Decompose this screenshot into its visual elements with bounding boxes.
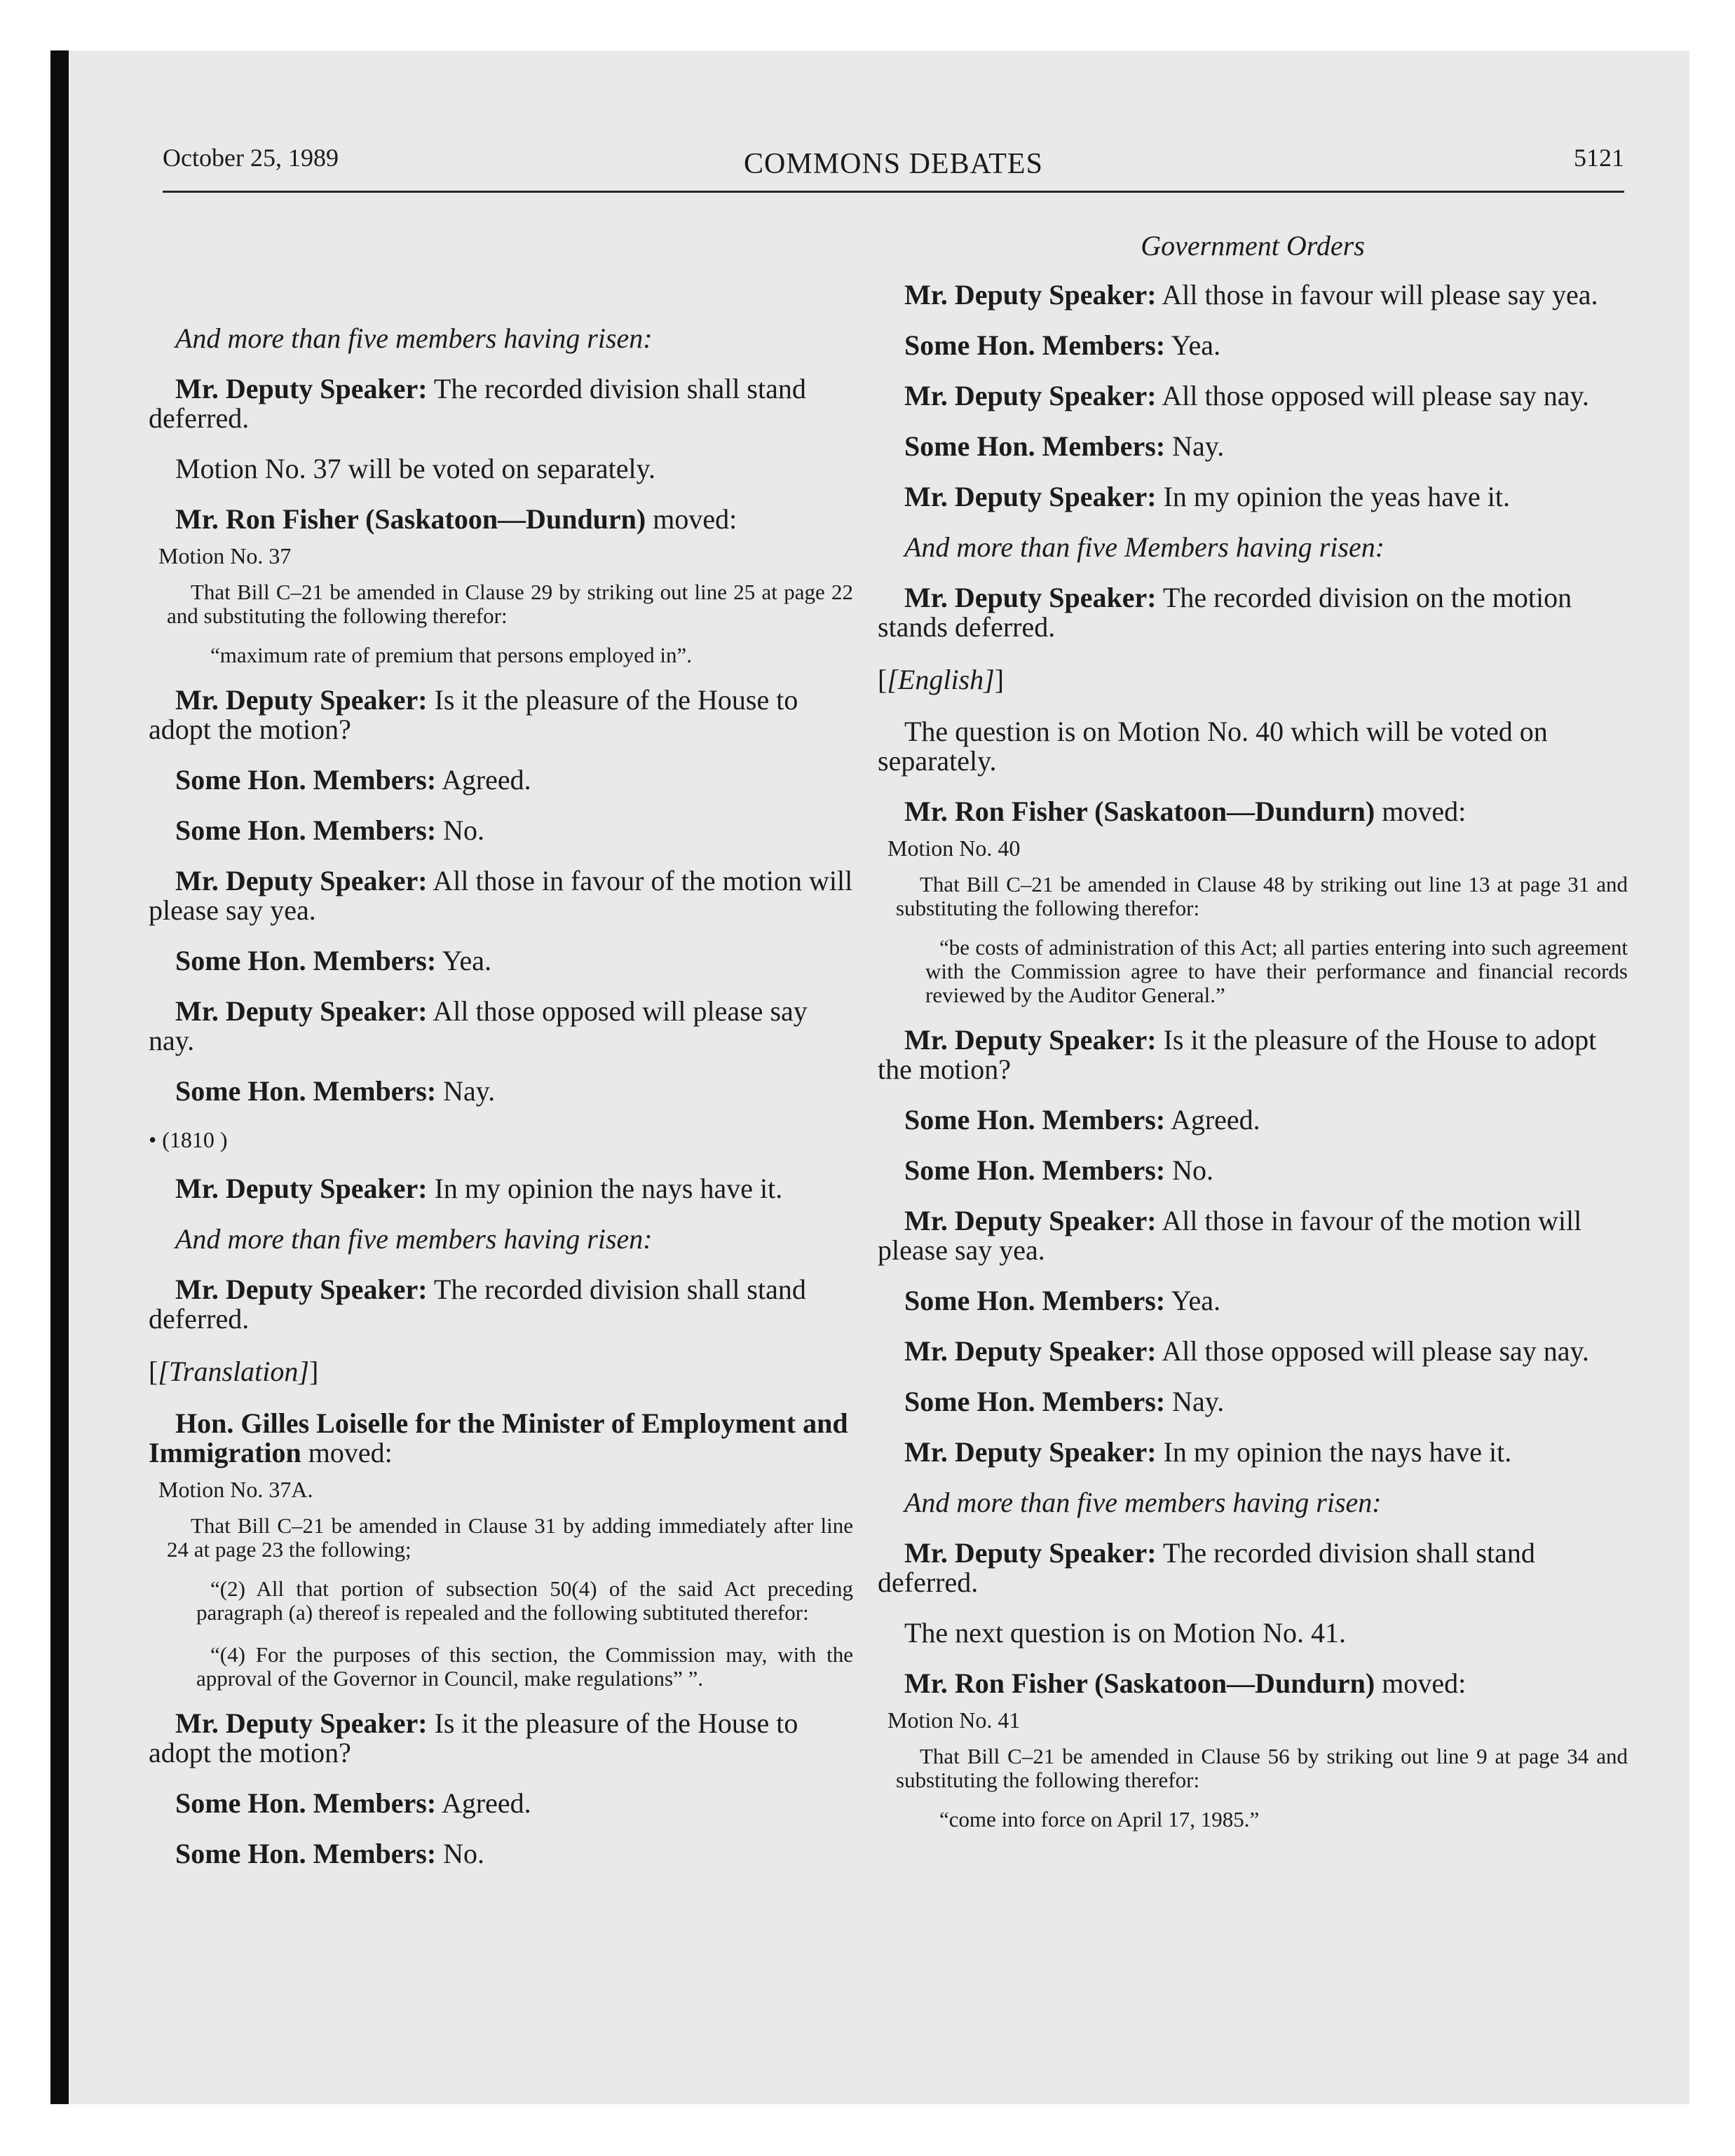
paragraph: The question is on Motion No. 40 which will be voted on separately.	[878, 716, 1548, 777]
speech-paragraph	[878, 331, 1628, 360]
speaker-name: Mr. Deputy Speaker:	[904, 582, 1157, 613]
speaker-name: Mr. Deputy Speaker:	[904, 380, 1157, 411]
left-column	[149, 226, 853, 1890]
speech-text: All those in favour of the motion will please say yea.	[878, 1205, 1582, 1266]
motion-text: That Bill C–21 be amended in Clause 48 by striking out line 13 at page 31 and substituting the following therefor:	[896, 872, 1628, 920]
motion-text: That Bill C–21 be amended in Clause 56 by striking out line 9 at page 34 and substituting the following therefor:	[896, 1744, 1628, 1792]
speech-paragraph	[149, 1789, 853, 1818]
speech-text: Nay.	[1165, 1386, 1225, 1417]
speaker-name: Some Hon. Members:	[175, 1838, 437, 1869]
speech-text: Agreed.	[436, 1787, 531, 1819]
speaker-name: Mr. Ron Fisher (Saskatoon—Dundurn)	[904, 1667, 1375, 1699]
speech-text: Agreed.	[1165, 1104, 1260, 1135]
motion-label: Motion No. 40	[887, 835, 1021, 861]
header-date: October 25, 1989	[163, 144, 339, 172]
speaker-name: Mr. Deputy Speaker:	[175, 865, 428, 896]
speaker-name: Hon. Gilles Loiselle for the Minister of Employment and Immigration	[149, 1407, 848, 1468]
scanned-page	[50, 50, 1689, 2104]
motion-label: Motion No. 37	[158, 543, 292, 568]
page-number: 5121	[1574, 144, 1624, 172]
speech-text: No.	[436, 814, 485, 846]
paragraph: Motion No. 37 will be voted on separately.	[175, 453, 656, 484]
speaker-name: Some Hon. Members:	[175, 814, 437, 846]
motion-text: That Bill C–21 be amended in Clause 31 by adding immediately after line 24 at page 23 the following;	[167, 1513, 853, 1562]
language-tag-text: [Translation]	[158, 1356, 309, 1387]
speech-text: All those opposed will please say nay.	[1156, 380, 1589, 411]
speech-paragraph	[149, 946, 853, 976]
speech-text: Agreed.	[436, 764, 531, 796]
speaker-name: Some Hon. Members:	[175, 764, 437, 796]
speech-paragraph	[878, 1669, 1628, 1698]
speech-paragraph	[878, 1156, 1628, 1185]
speech-text: Is it the pleasure of the House to adopt the motion?	[878, 1024, 1597, 1085]
motion-quote: “(4) For the purposes of this section, the Commission may, with the approval of the Governor in Council, make regulations” ”.	[196, 1642, 853, 1691]
speaker-name: Mr. Ron Fisher (Saskatoon—Dundurn)	[175, 503, 646, 535]
language-tag-text: [English]	[887, 664, 995, 695]
speech-text: Yea.	[1165, 1285, 1221, 1316]
speaker-name: Mr. Deputy Speaker:	[175, 684, 428, 716]
speech-paragraph	[149, 866, 853, 925]
speech-paragraph	[878, 381, 1628, 411]
speech-paragraph	[149, 1275, 853, 1334]
speech-paragraph	[878, 1538, 1628, 1597]
speech-text: No.	[436, 1838, 485, 1869]
speaker-name: Some Hon. Members:	[904, 1285, 1166, 1316]
speech-paragraph	[149, 765, 853, 795]
stage-direction: And more than five members having risen:	[904, 1487, 1382, 1518]
motion-text: That Bill C–21 be amended in Clause 29 by striking out line 25 at page 22 and substituting the following therefor:	[167, 580, 853, 628]
speaker-name: Mr. Deputy Speaker:	[175, 1274, 428, 1305]
speech-paragraph	[878, 1438, 1628, 1467]
speech-paragraph	[149, 1709, 853, 1768]
speech-paragraph	[149, 505, 853, 534]
speech-text: moved:	[646, 503, 737, 535]
speech-paragraph	[878, 797, 1628, 826]
speech-paragraph	[149, 374, 853, 433]
speaker-name: Some Hon. Members:	[904, 1386, 1166, 1417]
speech-paragraph	[878, 583, 1628, 642]
speech-text: Nay.	[436, 1075, 496, 1107]
speaker-name: Mr. Deputy Speaker:	[904, 1335, 1157, 1367]
speaker-name: Mr. Ron Fisher (Saskatoon—Dundurn)	[904, 796, 1375, 827]
paragraph: The next question is on Motion No. 41.	[904, 1617, 1346, 1649]
header-title: COMMONS DEBATES	[744, 148, 1043, 180]
speech-paragraph	[878, 432, 1628, 461]
speech-text: Nay.	[1165, 430, 1225, 462]
motion-quote: “be costs of administration of this Act; all parties entering into such agreement with the Commission agree to have their performance and financial records reviewed by the Auditor General.”	[925, 935, 1628, 1007]
speech-text: Yea.	[436, 945, 492, 976]
motion-label: Motion No. 37A.	[158, 1477, 313, 1502]
speaker-name: Mr. Deputy Speaker:	[904, 279, 1157, 311]
stage-direction: And more than five members having risen:	[175, 1223, 653, 1255]
motion-quote: “(2) All that portion of subsection 50(4) of the said Act preceding paragraph (a) thereof is repealed and the following subtituted therefor:	[196, 1576, 853, 1625]
speech-text: All those opposed will please say nay.	[1156, 1335, 1589, 1367]
speaker-name: Mr. Deputy Speaker:	[175, 1173, 428, 1204]
speech-text: In my opinion the nays have it.	[427, 1173, 783, 1204]
speech-text: The recorded division shall stand deferred.	[878, 1537, 1535, 1598]
page-header	[163, 142, 1624, 193]
speech-text: In my opinion the nays have it.	[1156, 1436, 1512, 1468]
speaker-name: Mr. Deputy Speaker:	[175, 995, 428, 1027]
motion-quote: “maximum rate of premium that persons employed in”.	[210, 643, 692, 667]
speech-paragraph	[149, 1409, 853, 1468]
speech-paragraph	[878, 1206, 1628, 1265]
speech-text: All those opposed will please say nay.	[149, 995, 808, 1056]
speech-paragraph	[149, 1839, 853, 1869]
speaker-name: Mr. Deputy Speaker:	[904, 1436, 1157, 1468]
speaker-name: Mr. Deputy Speaker:	[904, 1205, 1157, 1236]
language-tag: [[English]]	[878, 664, 1005, 695]
motion-label: Motion No. 41	[887, 1707, 1021, 1733]
speech-text: moved:	[1375, 796, 1467, 827]
speech-paragraph	[878, 1387, 1628, 1417]
speech-text: Is it the pleasure of the House to adopt the motion?	[149, 1707, 798, 1768]
speech-text: moved:	[301, 1437, 393, 1468]
speech-text: The recorded division on the motion stands deferred.	[878, 582, 1572, 643]
stage-direction: And more than five members having risen:	[175, 322, 653, 354]
speech-paragraph	[149, 1174, 853, 1203]
time-marker: • (1810 )	[149, 1127, 228, 1152]
speech-paragraph	[149, 816, 853, 845]
speech-paragraph	[878, 1337, 1628, 1366]
speech-paragraph	[149, 1077, 853, 1106]
speech-paragraph	[878, 1286, 1628, 1316]
binding-edge	[50, 50, 69, 2104]
speaker-name: Some Hon. Members:	[175, 1787, 437, 1819]
speaker-name: Some Hon. Members:	[904, 1154, 1166, 1186]
speaker-name: Mr. Deputy Speaker:	[175, 373, 428, 404]
right-column	[878, 229, 1628, 1850]
speaker-name: Mr. Deputy Speaker:	[175, 1707, 428, 1739]
speech-paragraph	[878, 482, 1628, 512]
section-title: Government Orders	[1141, 230, 1365, 261]
speaker-name: Mr. Deputy Speaker:	[904, 1024, 1157, 1056]
speaker-name: Some Hon. Members:	[175, 945, 437, 976]
speaker-name: Mr. Deputy Speaker:	[904, 481, 1157, 512]
speech-text: The recorded division shall stand deferred.	[149, 373, 806, 434]
speech-text: In my opinion the yeas have it.	[1156, 481, 1510, 512]
speech-text: Yea.	[1165, 329, 1221, 361]
speaker-name: Some Hon. Members:	[904, 430, 1166, 462]
speech-paragraph	[878, 1105, 1628, 1135]
speech-text: moved:	[1375, 1667, 1467, 1699]
speech-paragraph	[878, 1025, 1628, 1084]
motion-quote: “come into force on April 17, 1985.”	[939, 1807, 1260, 1831]
speaker-name: Some Hon. Members:	[904, 1104, 1166, 1135]
speech-paragraph	[149, 685, 853, 744]
speaker-name: Some Hon. Members:	[175, 1075, 437, 1107]
language-tag: [[Translation]]	[149, 1356, 319, 1387]
stage-direction: And more than five Members having risen:	[904, 531, 1385, 563]
speaker-name: Mr. Deputy Speaker:	[904, 1537, 1157, 1569]
speech-text: All those in favour will please say yea.	[1156, 279, 1598, 311]
speech-text: All those in favour of the motion will please say yea.	[149, 865, 853, 926]
speech-paragraph	[149, 997, 853, 1056]
speech-paragraph	[878, 280, 1628, 310]
speech-text: No.	[1165, 1154, 1214, 1186]
speaker-name: Some Hon. Members:	[904, 329, 1166, 361]
speech-text: Is it the pleasure of the House to adopt the motion?	[149, 684, 798, 745]
speech-text: The recorded division shall stand deferred.	[149, 1274, 806, 1335]
